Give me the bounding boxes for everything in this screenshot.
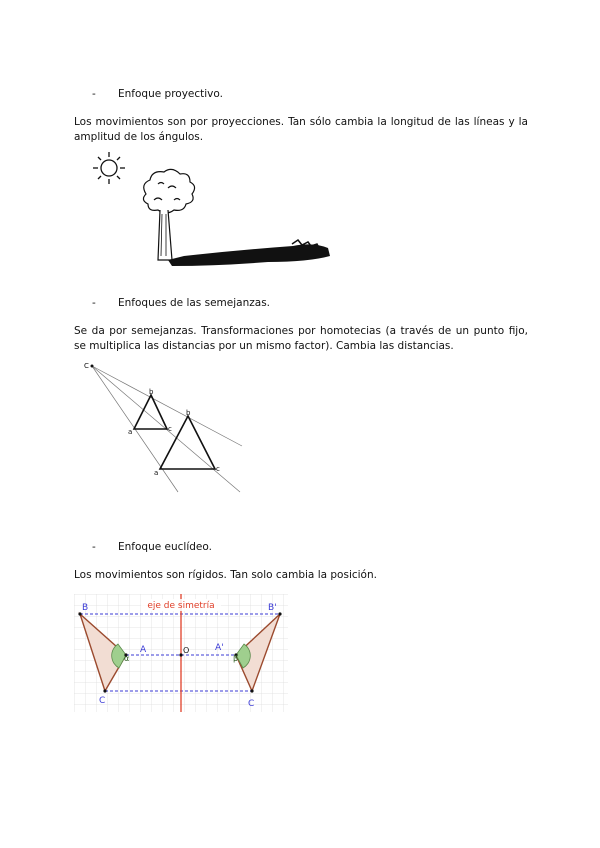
homothety-figure — [80, 358, 250, 498]
shadow-shape — [168, 240, 330, 266]
label-right-a: A' — [215, 643, 224, 653]
bullet-enfoque-proyectivo — [92, 88, 223, 100]
label-a: a — [128, 428, 133, 436]
small-triangle — [134, 395, 167, 429]
label-left-a: A — [140, 645, 147, 655]
label-right-b: B' — [268, 603, 277, 613]
sun-tree-shadow-illustration — [88, 148, 338, 274]
label-center: C — [84, 362, 89, 370]
bullet-text: Enfoque proyectivo. — [118, 88, 223, 100]
center-point — [91, 365, 94, 368]
axis-label: eje de simetría — [147, 601, 215, 611]
label-c: c — [168, 425, 172, 433]
bullet-dash: - — [92, 88, 96, 100]
bullet-enfoque-euclideo — [92, 541, 212, 553]
paragraph-euclideo: Los movimientos son rígidos. Tan solo cambia la posición. — [74, 569, 377, 581]
label-b1: b — [186, 409, 191, 417]
sun-icon — [93, 152, 125, 184]
label-center-o: O — [183, 646, 190, 655]
bullet-text: Enfoque euclídeo. — [118, 541, 212, 553]
label-c1: c — [216, 465, 220, 473]
paragraph-proyectivo: Los movimientos son por proyecciones. Tan sólo cambia la longitud de las líneas y la amplitud de los ángulos. — [74, 116, 528, 143]
label-right-c: C — [248, 699, 255, 709]
label-a1: a — [154, 469, 159, 477]
tree-icon — [143, 169, 194, 260]
large-triangle — [160, 416, 215, 469]
bullet-dash: - — [92, 541, 96, 553]
paragraph-semejanzas: Se da por semejanzas. Transformaciones por homotecias (a través de un punto fijo, se multiplica las distancias por un mismo factor). Cambia las distancias. — [74, 325, 528, 352]
bullet-dash: - — [92, 297, 96, 309]
bullet-text: Enfoques de las semejanzas. — [118, 297, 270, 309]
symmetry-figure — [74, 594, 288, 712]
bullet-enfoques-semejanzas — [92, 297, 270, 309]
label-beta: β — [233, 654, 239, 663]
label-left-b: B — [82, 603, 89, 613]
label-left-c: C — [99, 696, 106, 706]
label-b: b — [149, 388, 154, 396]
label-alpha: α — [124, 654, 130, 663]
